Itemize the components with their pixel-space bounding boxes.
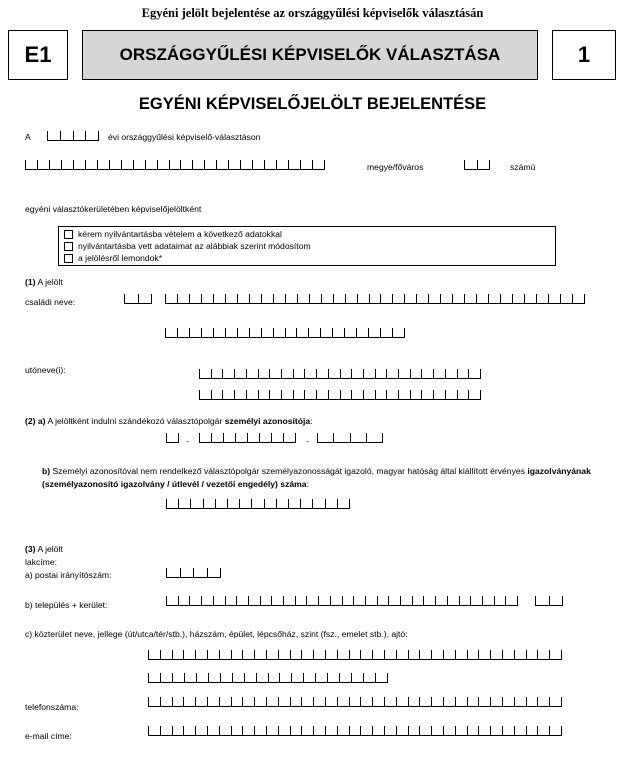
section1-title: A jelölt bbox=[37, 277, 63, 287]
personal-id-field-part3[interactable] bbox=[317, 433, 383, 443]
personal-id-dash2: - bbox=[306, 436, 309, 446]
phone-field[interactable] bbox=[148, 697, 562, 707]
personal-id-bold: személyi azonosítója bbox=[224, 416, 311, 426]
document-top-title: Egyéni jelölt bejelentése az országgyűlési képviselők választásán bbox=[141, 6, 484, 20]
register-checkbox[interactable] bbox=[64, 230, 73, 239]
section2b-number: b) bbox=[42, 466, 51, 476]
section3-heading bbox=[25, 544, 63, 554]
request-options-box bbox=[58, 226, 556, 266]
constituency-number-field[interactable] bbox=[464, 160, 490, 170]
district-field[interactable] bbox=[535, 596, 563, 606]
year-text: évi országgyűlési képviselő-választáson bbox=[108, 132, 261, 142]
intro-a-label: A bbox=[25, 132, 31, 142]
document-number-text: Személyi azonosítóval nem rendelkező választópolgár személyazonosságát igazoló, magyar hatóság által kiállított érvényes bbox=[52, 466, 525, 476]
number-label: számú bbox=[510, 162, 536, 172]
section1-number: (1) bbox=[25, 277, 36, 287]
street-label: c) közterület neve, jellege (út/utca/tér/stb.), házszám, épület, lépcsőház, szint (fsz., emelet stb.), ajtó: bbox=[25, 629, 408, 639]
county-field[interactable] bbox=[25, 160, 325, 170]
personal-id-label bbox=[25, 416, 313, 426]
family-name-prefix-field[interactable] bbox=[124, 294, 152, 304]
option-withdraw[interactable] bbox=[64, 252, 162, 264]
personal-id-text: A jelöltként indulni szándékozó választópolgár bbox=[47, 416, 223, 426]
family-name-label: családi neve: bbox=[25, 297, 76, 307]
modify-checkbox[interactable] bbox=[64, 242, 73, 251]
postal-code-label: a) postai irányítószám: bbox=[25, 570, 112, 580]
section2a-number: (2) a) bbox=[25, 416, 46, 426]
email-label: e-mail címe: bbox=[25, 731, 72, 741]
county-label: megye/főváros bbox=[367, 162, 424, 172]
family-name-field-line1[interactable] bbox=[165, 294, 585, 304]
phone-label: telefonszáma: bbox=[25, 702, 79, 712]
document-number-field[interactable] bbox=[166, 499, 350, 509]
document-number-label bbox=[42, 465, 612, 491]
given-names-field-line1[interactable] bbox=[199, 369, 481, 379]
email-field[interactable] bbox=[148, 726, 562, 736]
option-withdraw-label: a jelölésről lemondok* bbox=[78, 253, 163, 263]
address-label: lakcíme: bbox=[25, 557, 57, 567]
option-register-label: kérem nyilvántartásba vételem a következő adatokkal bbox=[78, 229, 282, 239]
document-number-bold: igazolványának (személyazonosító igazolvány / útlevél / vezetői engedély) száma bbox=[42, 466, 591, 489]
page-number-box: 1 bbox=[552, 30, 616, 80]
street-field-line1[interactable] bbox=[148, 650, 562, 660]
settlement-label: b) település + kerület: bbox=[25, 600, 108, 610]
family-name-field-line2[interactable] bbox=[165, 328, 405, 338]
postal-code-field[interactable] bbox=[166, 568, 221, 578]
section3-number: (3) bbox=[25, 544, 36, 554]
form-code-box: E1 bbox=[8, 30, 68, 80]
constituency-label: egyéni választókerületében képviselőjelöltként bbox=[25, 204, 202, 214]
personal-id-colon: : bbox=[310, 416, 313, 426]
section3-title: A jelölt bbox=[37, 544, 63, 554]
personal-id-dash1: - bbox=[186, 436, 189, 446]
option-modify[interactable] bbox=[64, 240, 311, 252]
document-number-colon: : bbox=[306, 479, 309, 489]
settlement-field[interactable] bbox=[166, 596, 518, 606]
given-names-label: utóneve(i): bbox=[25, 365, 66, 375]
street-field-line2[interactable] bbox=[148, 673, 388, 683]
personal-id-field-part1[interactable] bbox=[166, 433, 179, 443]
given-names-field-line2[interactable] bbox=[199, 390, 481, 400]
form-subtitle: EGYÉNI KÉPVISELŐJELÖLT BEJELENTÉSE bbox=[138, 95, 487, 113]
option-modify-label: nyilvántartásba vett adataimat az alábbiak szerint módosítom bbox=[78, 241, 311, 251]
withdraw-checkbox[interactable] bbox=[64, 254, 73, 263]
option-register[interactable] bbox=[64, 228, 282, 240]
election-title-box: ORSZÁGGYŰLÉSI KÉPVISELŐK VÁLASZTÁSA bbox=[82, 30, 538, 80]
personal-id-field-part2[interactable] bbox=[199, 433, 296, 443]
section1-heading bbox=[25, 277, 63, 287]
year-field[interactable] bbox=[47, 131, 99, 141]
